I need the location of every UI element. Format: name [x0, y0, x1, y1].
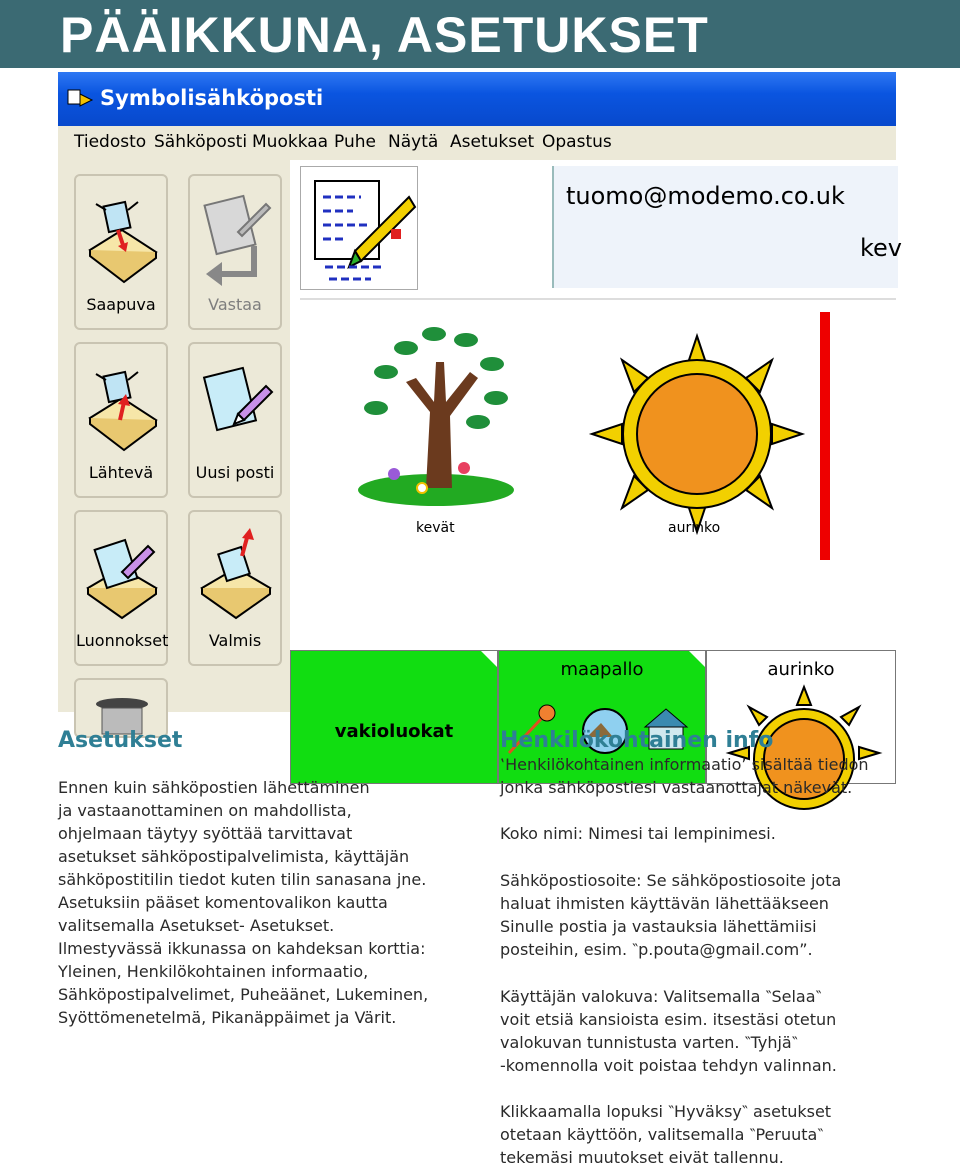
settings-line: Sähköpostipalvelimet, Puheäänet, Lukeminen, [58, 985, 429, 1004]
photo-line: Käyttäjän valokuva: Valitsemalla ‶Selaa‶ [500, 987, 822, 1006]
photo-text [500, 985, 837, 1077]
toolbar [58, 160, 290, 712]
menu-file[interactable]: Tiedosto [74, 132, 147, 152]
intro-line: ‛Henkilökohtainen informaatio’ sisältää tiedon [500, 755, 869, 774]
settings-line: ja vastaanottaminen on mahdollista, [58, 801, 352, 820]
standard-categories-label: vakioluokat [334, 721, 454, 742]
settings-line: ohjelmaan täytyy syöttää tarvittavat [58, 824, 353, 843]
title-banner [0, 0, 960, 68]
settings-line: Ilmestyvässä ikkunassa on kahdeksan korttia: [58, 939, 426, 958]
confirm-line: Klikkaamalla lopuksi ‶Hyväksy‶ asetukset [500, 1102, 832, 1121]
sun-category-label: aurinko [767, 659, 835, 680]
menu-speech[interactable]: Puhe [334, 132, 376, 152]
tree-label: kevät [416, 520, 455, 536]
ready-button[interactable] [188, 510, 282, 666]
window-title: Symbolisähköposti [100, 86, 324, 110]
new-mail-icon [198, 358, 274, 454]
drafts-icon [84, 526, 160, 622]
page-title: PÄÄIKKUNA, ASETUKSET [60, 7, 709, 63]
settings-line: valitsemalla Asetukset- Asetukset. [58, 916, 335, 935]
ready-label: Valmis [208, 631, 262, 650]
window-titlebar [58, 72, 896, 126]
globe-category-label: maapallo [560, 659, 644, 680]
email-line: Sinulle postia ja vastauksia lähettämiisi [500, 917, 817, 936]
menu-help[interactable]: Opastus [542, 132, 612, 152]
inbox-label: Saapuva [86, 295, 156, 314]
settings-heading: Asetukset [58, 728, 183, 753]
outbox-label: Lähtevä [88, 463, 154, 482]
subject-field[interactable]: kev [860, 234, 903, 262]
text-cursor [820, 312, 830, 560]
tree-icon [346, 312, 522, 508]
sun-label: aurinko [668, 520, 721, 536]
settings-line: Asetuksiin pääset komentovalikon kautta [58, 893, 388, 912]
settings-text [58, 776, 428, 1029]
menu-view[interactable]: Näytä [388, 132, 439, 152]
confirm-text [500, 1100, 831, 1169]
intro-line: jonka sähköpostiesi vastaanottajat näkevät. [500, 778, 853, 797]
personal-info-heading: Henkilökohtainen info [500, 728, 774, 753]
email-line: posteihin, esim. ‶p.pouta@gmail.com”. [500, 940, 813, 959]
menu-settings[interactable]: Asetukset [450, 132, 535, 152]
settings-line: Ennen kuin sähköpostien lähettäminen [58, 778, 370, 797]
reply-icon [198, 190, 274, 286]
write-message-icon[interactable] [300, 166, 418, 290]
outbox-icon [84, 358, 160, 454]
settings-line: Yleinen, Henkilökohtainen informaatio, [58, 962, 369, 981]
photo-line: valokuvan tunnistusta varten. ‶Tyhjä‶ [500, 1033, 798, 1052]
settings-line: asetukset sähköpostipalvelimista, käyttäjän [58, 847, 410, 866]
confirm-line: otetaan käyttöön, valitsemalla ‶Peruuta‶ [500, 1125, 824, 1144]
settings-line: sähköpostitilin tiedot kuten tilin sanasana jne. [58, 870, 427, 889]
personal-info-intro [500, 753, 869, 799]
menu-bar [58, 126, 896, 160]
sun-icon [592, 336, 802, 532]
app-icon [66, 86, 94, 110]
confirm-line: tekemäsi muutokset eivät tallennu. [500, 1148, 784, 1167]
new-mail-button[interactable] [188, 342, 282, 498]
drafts-label: Luonnokset [76, 631, 169, 650]
email-line: Sähköpostiosoite: Se sähköpostiosoite jota [500, 871, 842, 890]
new-mail-label: Uusi posti [195, 463, 275, 482]
reply-button[interactable] [188, 174, 282, 330]
email-line: haluat ihmisten käyttävän lähettääkseen [500, 894, 829, 913]
full-name-text: Koko nimi: Nimesi tai lempinimesi. [500, 824, 776, 843]
photo-line: -komennolla voit poistaa tehdyn valinnan. [500, 1056, 837, 1075]
inbox-icon [84, 190, 160, 286]
ready-icon [198, 526, 274, 622]
photo-line: voit etsiä kansioista esim. itsestäsi otetun [500, 1010, 837, 1029]
reply-label: Vastaa [208, 295, 262, 314]
email-text [500, 869, 841, 961]
inbox-button[interactable] [74, 174, 168, 330]
menu-edit[interactable]: Muokkaa [252, 132, 329, 152]
recipient-field[interactable]: tuomo@modemo.co.uk [566, 182, 845, 210]
outbox-button[interactable] [74, 342, 168, 498]
settings-line: Syöttömenetelmä, Pikanäppäimet ja Värit. [58, 1008, 397, 1027]
drafts-button[interactable] [74, 510, 168, 666]
standard-categories-card[interactable] [290, 650, 498, 784]
menu-email[interactable]: Sähköposti [154, 132, 248, 152]
